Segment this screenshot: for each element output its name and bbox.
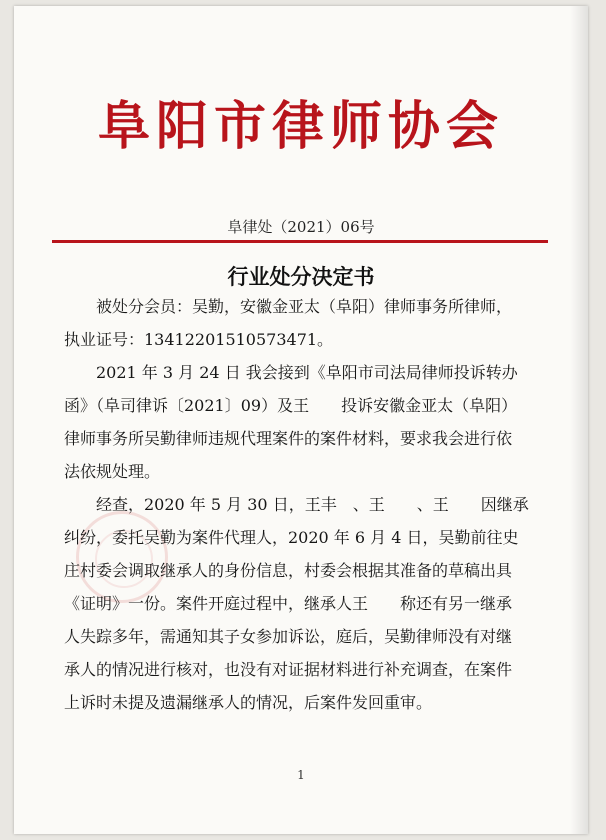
body-line: 法依规处理。 <box>64 462 161 481</box>
document-body <box>64 290 544 719</box>
document-number: 阜律处（2021）06号 <box>227 218 375 236</box>
body-line: 纠纷，委托吴勤为案件代理人，2020 年 6 月 4 日，吴勤前往史 <box>64 528 519 547</box>
body-line: 人失踪多年，需通知其子女参加诉讼，庭后，吴勤律师没有对继 <box>64 627 513 646</box>
page-number: 1 <box>297 768 305 782</box>
org-title: 阜阳市律师协会 <box>97 97 504 157</box>
body-line: 上诉时未提及遗漏继承人的情况，后案件发回重审。 <box>64 693 433 712</box>
body-line: 《证明》一份。案件开庭过程中，继承人王 称还有另一继承 <box>64 594 513 613</box>
document-heading: 行业处分决定书 <box>227 264 375 289</box>
body-line: 被处分会员：吴勤，安徽金亚太（阜阳）律师事务所律师， <box>96 297 513 316</box>
red-divider-rule <box>52 240 548 243</box>
document-page <box>14 6 588 834</box>
body-line: 函》（阜司律诉〔2021〕09）及王 投诉安徽金亚太（阜阳） <box>64 396 518 415</box>
body-line: 执业证号：13412201510573471。 <box>64 330 334 349</box>
body-line: 律师事务所吴勤律师违规代理案件的案件材料，要求我会进行依 <box>64 429 513 448</box>
body-line: 经查，2020 年 5 月 30 日，王丰 、王 、王 因继承 <box>96 495 529 514</box>
body-line: 庄村委会调取继承人的身份信息，村委会根据其准备的草稿出具 <box>64 561 513 580</box>
body-line: 承人的情况进行核对，也没有对证据材料进行补充调查，在案件 <box>64 660 513 679</box>
body-line: 2021 年 3 月 24 日 我会接到《阜阳市司法局律师投诉转办 <box>96 363 518 382</box>
